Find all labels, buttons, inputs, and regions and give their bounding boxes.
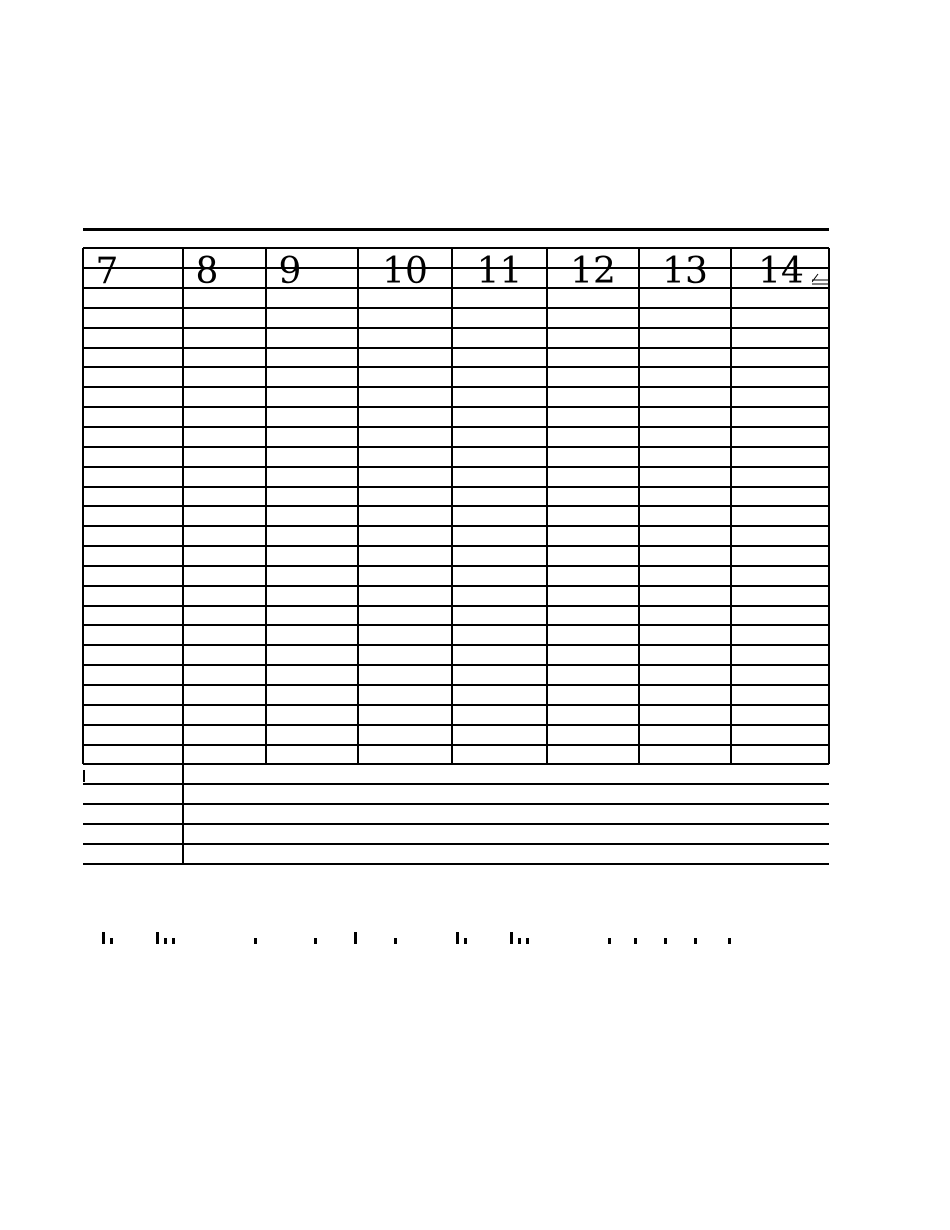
column-number-12: 12	[570, 251, 616, 292]
footer-glyph-fragment	[518, 938, 521, 944]
row-line	[83, 327, 829, 329]
row-line	[83, 525, 829, 527]
row-line	[83, 406, 829, 408]
footer-glyph-fragment	[694, 938, 697, 944]
row-line	[83, 624, 829, 626]
footer-glyph-fragment	[110, 938, 113, 944]
footer-glyph-fragment	[254, 938, 257, 944]
column-number-10: 10	[382, 251, 428, 292]
footer-glyph-fragment	[510, 932, 513, 944]
footer-glyph-fragment	[456, 932, 459, 944]
footer-glyph-fragment	[608, 938, 611, 944]
column-number-7: 7	[95, 251, 119, 292]
row-line	[83, 763, 829, 765]
remarks-line	[83, 823, 829, 825]
footer-glyph-fragment	[464, 938, 467, 944]
row-line	[83, 386, 829, 388]
row-line	[83, 605, 829, 607]
row-line	[83, 704, 829, 706]
row-line	[83, 664, 829, 666]
remarks-line	[83, 863, 829, 865]
column-line	[638, 248, 640, 764]
remarks-line	[83, 843, 829, 845]
row-line	[83, 426, 829, 428]
top-rule	[83, 228, 829, 231]
column-number-14: 14	[758, 251, 804, 292]
row-line	[83, 307, 829, 309]
footer-glyph-fragment	[354, 932, 357, 944]
footer-glyph-fragment	[102, 932, 105, 944]
footer-glyph-fragment	[172, 938, 175, 944]
column-line	[828, 248, 830, 764]
row-line	[83, 565, 829, 567]
header-top-line	[83, 247, 829, 249]
remarks-line	[83, 783, 829, 785]
column-line	[546, 248, 548, 764]
row-line	[83, 366, 829, 368]
column-number-11: 11	[476, 251, 523, 292]
column-line	[265, 248, 267, 764]
row-line	[83, 744, 829, 746]
column-line	[451, 248, 453, 764]
column-line	[182, 248, 184, 764]
row-line	[83, 347, 829, 349]
column-number-9: 9	[278, 251, 302, 292]
column-line	[357, 248, 359, 764]
row-line	[83, 585, 829, 587]
footer-cut-off-text	[96, 930, 796, 954]
remarks-line	[83, 803, 829, 805]
row-line	[83, 466, 829, 468]
footer-glyph-fragment	[526, 938, 529, 944]
footer-glyph-fragment	[164, 938, 167, 944]
footer-glyph-fragment	[314, 938, 317, 944]
footer-glyph-fragment	[394, 938, 397, 944]
footer-glyph-fragment	[156, 932, 159, 944]
footer-glyph-fragment	[634, 938, 637, 944]
column-line	[730, 248, 732, 764]
column-number-8: 8	[195, 251, 219, 292]
footer-glyph-fragment	[664, 938, 667, 944]
corner-mark-icon	[812, 272, 828, 286]
column-line	[82, 248, 84, 764]
column-number-13: 13	[662, 251, 708, 292]
row-line	[83, 684, 829, 686]
row-line	[83, 545, 829, 547]
row-line	[83, 724, 829, 726]
remarks-left-tick	[83, 770, 85, 782]
row-line	[83, 644, 829, 646]
footer-glyph-fragment	[728, 938, 731, 944]
row-line	[83, 505, 829, 507]
row-line	[83, 486, 829, 488]
row-line	[83, 446, 829, 448]
remarks-divider	[182, 764, 184, 864]
